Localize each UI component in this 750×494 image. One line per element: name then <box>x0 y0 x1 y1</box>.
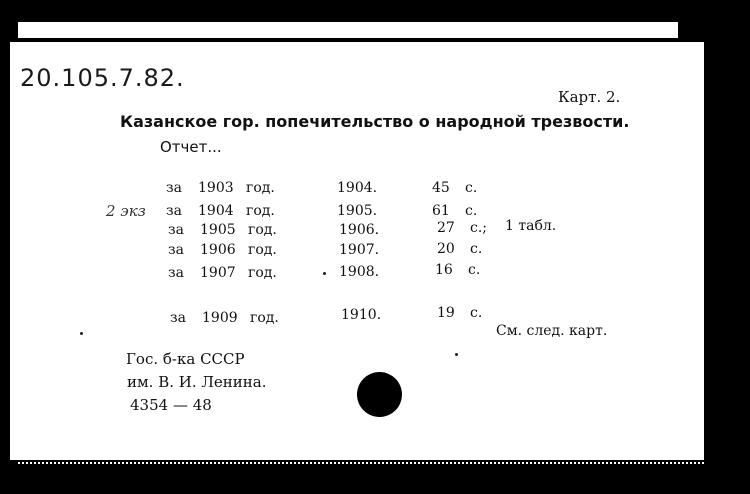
handwritten-note: 2 экз <box>106 202 146 220</box>
entry-4-year: 1907 <box>200 265 236 281</box>
entry-2-unit: с.; <box>470 220 488 236</box>
entry-2-year: 1905 <box>200 222 236 238</box>
entry-4-pages: 16 <box>435 262 453 278</box>
library-line-3: 4354 — 48 <box>130 396 212 414</box>
entry-3-year: 1906 <box>200 242 236 258</box>
entry-5-pages: 19 <box>437 305 455 321</box>
entry-0-god: год. <box>246 180 275 196</box>
entry-2-pages: 27 <box>437 220 455 236</box>
entry-0-unit: с. <box>465 180 478 196</box>
library-line-1: Гос. б-ка СССР <box>126 350 245 368</box>
card-subtitle: Отчет... <box>160 138 222 156</box>
entry-0-year: 1903 <box>198 180 234 196</box>
entry-1-pages: 61 <box>432 203 450 219</box>
call-number: 20.105.7.82. <box>20 64 185 92</box>
entry-3-za: за <box>168 242 184 258</box>
entry-1-za: за <box>166 203 182 219</box>
entry-1-unit: с. <box>465 203 478 219</box>
entry-3-pub-year: 1907. <box>339 242 380 258</box>
library-line-2: им. В. И. Ленина. <box>127 373 267 391</box>
entry-2-za: за <box>168 222 184 238</box>
entry-2-god: год. <box>248 222 277 238</box>
entry-0-pages: 45 <box>432 180 450 196</box>
entry-4-god: год. <box>248 265 277 281</box>
entry-3-god: год. <box>248 242 277 258</box>
entry-5-god: год. <box>250 310 279 326</box>
entry-5-pub-year: 1910. <box>341 307 382 323</box>
entry-5-year: 1909 <box>202 310 238 326</box>
card-title: Казанское гор. попечительство о народной трезвости. <box>120 112 630 131</box>
entry-4-za: за <box>168 265 184 281</box>
card-number: Карт. 2. <box>558 88 621 106</box>
entry-2-extra: 1 табл. <box>505 218 557 234</box>
entry-5-za: за <box>170 310 186 326</box>
speck <box>455 353 458 356</box>
entry-1-pub-year: 1905. <box>337 203 378 219</box>
entry-5-unit: с. <box>470 305 483 321</box>
entry-1-year: 1904 <box>198 203 234 219</box>
entry-4-pub-year: 1908. <box>339 264 380 280</box>
card-top-edge <box>18 22 678 38</box>
punch-hole <box>357 372 402 417</box>
see-also-note: См. след. карт. <box>496 323 608 339</box>
entry-2-pub-year: 1906. <box>339 222 380 238</box>
card-bottom-edge <box>18 462 704 464</box>
entry-0-pub-year: 1904. <box>337 180 378 196</box>
entry-0-za: за <box>166 180 182 196</box>
speck <box>80 332 83 335</box>
entry-3-pages: 20 <box>437 241 455 257</box>
speck <box>323 272 326 275</box>
entry-3-unit: с. <box>470 241 483 257</box>
entry-1-god: год. <box>246 203 275 219</box>
entry-4-unit: с. <box>468 262 481 278</box>
